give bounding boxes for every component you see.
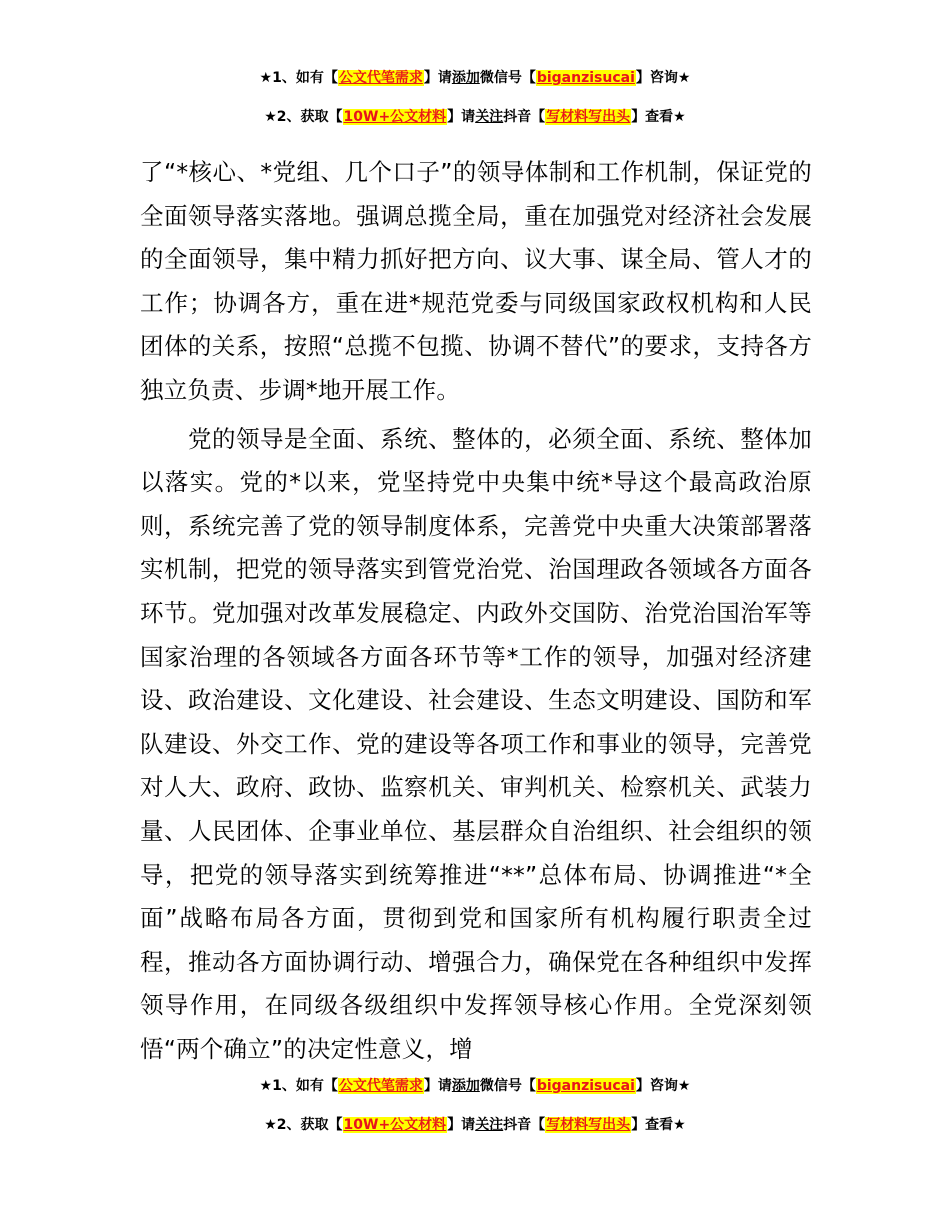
paragraph-continuation: 了“*核心、*党组、几个口子”的领导体制和工作机制，保证党的全面领导落实落地。强调总揽全局，重在加强党对经济社会发展的全面领导，集中精力抓好把方向、议大事、谋全局、管人才的工作；协调各方，重在进*规范党委与同级国家政权机构和人民团体的关系，按照“总揽不包揽、协调不替代”的要求，支持各方独立负责、步调*地开展工作。 xyxy=(140,158,812,404)
promo-emphasis: 关注 xyxy=(475,1117,504,1133)
promo-text: 抖音【 xyxy=(503,109,546,125)
promo-text: 抖音【 xyxy=(503,1117,546,1133)
promo-suffix: 】查看★ xyxy=(631,109,686,125)
promo-text: 】请 xyxy=(447,109,476,125)
promo-text: 】请 xyxy=(423,1078,452,1094)
promo-emphasis: 添加 xyxy=(451,1078,480,1094)
promo-text: 微信号【 xyxy=(479,70,536,86)
promo-suffix: 】咨询★ xyxy=(635,70,691,86)
promo-highlight-douyin: 写材料写出头 xyxy=(546,109,631,125)
promo-text: 微信号【 xyxy=(479,1078,536,1094)
promo-highlight-wechat-id: biganzisucai xyxy=(536,1078,635,1094)
promo-prefix: ★2、获取【 xyxy=(264,1117,343,1133)
promo-highlight-materials: 10W+公文材料 xyxy=(343,109,447,125)
footer-promo-line-1 xyxy=(0,1076,950,1096)
promo-highlight-service: 公文代笔需求 xyxy=(338,1078,423,1094)
footer-promo-line-2 xyxy=(0,1115,950,1135)
promo-highlight-service: 公文代笔需求 xyxy=(338,70,423,86)
promo-prefix: ★1、如有【 xyxy=(259,1078,338,1094)
promo-highlight-materials: 10W+公文材料 xyxy=(343,1117,447,1133)
document-body xyxy=(140,151,812,1071)
promo-prefix: ★2、获取【 xyxy=(264,109,343,125)
promo-emphasis: 关注 xyxy=(475,109,504,125)
header-promo-line-1 xyxy=(0,68,950,88)
paragraph-party-leadership: 党的领导是全面、系统、整体的，必须全面、系统、整体加以落实。党的*以来，党坚持党中央集中统*导这个最高政治原则，系统完善了党的领导制度体系，完善党中央重大决策部署落实机制，把党的领导落实到管党治党、治国理政各领域各方面各环节。党加强对改革发展稳定、内政外交国防、治党治国治军等国家治理的各领域各方面各环节等*工作的领导，加强对经济建设、政治建设、文化建设、社会建设、生态文明建设、国防和军队建设、外交工作、党的建设等各项工作和事业的领导，完善党对人大、政府、政协、监察机关、审判机关、检察机关、武装力量、人民团体、企事业单位、基层群众自治组织、社会组织的领导，把党的领导落实到统筹推进“**”总体布局、协调推进“*全面”战略布局各方面，贯彻到党和国家所有机构履行职责全过程，推动各方面协调行动、增强合力，确保党在各种组织中发挥领导作用，在同级各级组织中发挥领导核心作用。全党深刻领悟“两个确立”的决定性意义，增 xyxy=(140,424,812,1063)
promo-highlight-wechat-id: biganzisucai xyxy=(536,70,635,86)
promo-prefix: ★1、如有【 xyxy=(259,70,338,86)
promo-highlight-douyin: 写材料写出头 xyxy=(546,1117,631,1133)
promo-emphasis: 添加 xyxy=(451,70,480,86)
promo-suffix: 】查看★ xyxy=(631,1117,686,1133)
promo-suffix: 】咨询★ xyxy=(635,1078,691,1094)
header-promo-line-2 xyxy=(0,107,950,127)
promo-text: 】请 xyxy=(423,70,452,86)
promo-text: 】请 xyxy=(447,1117,476,1133)
